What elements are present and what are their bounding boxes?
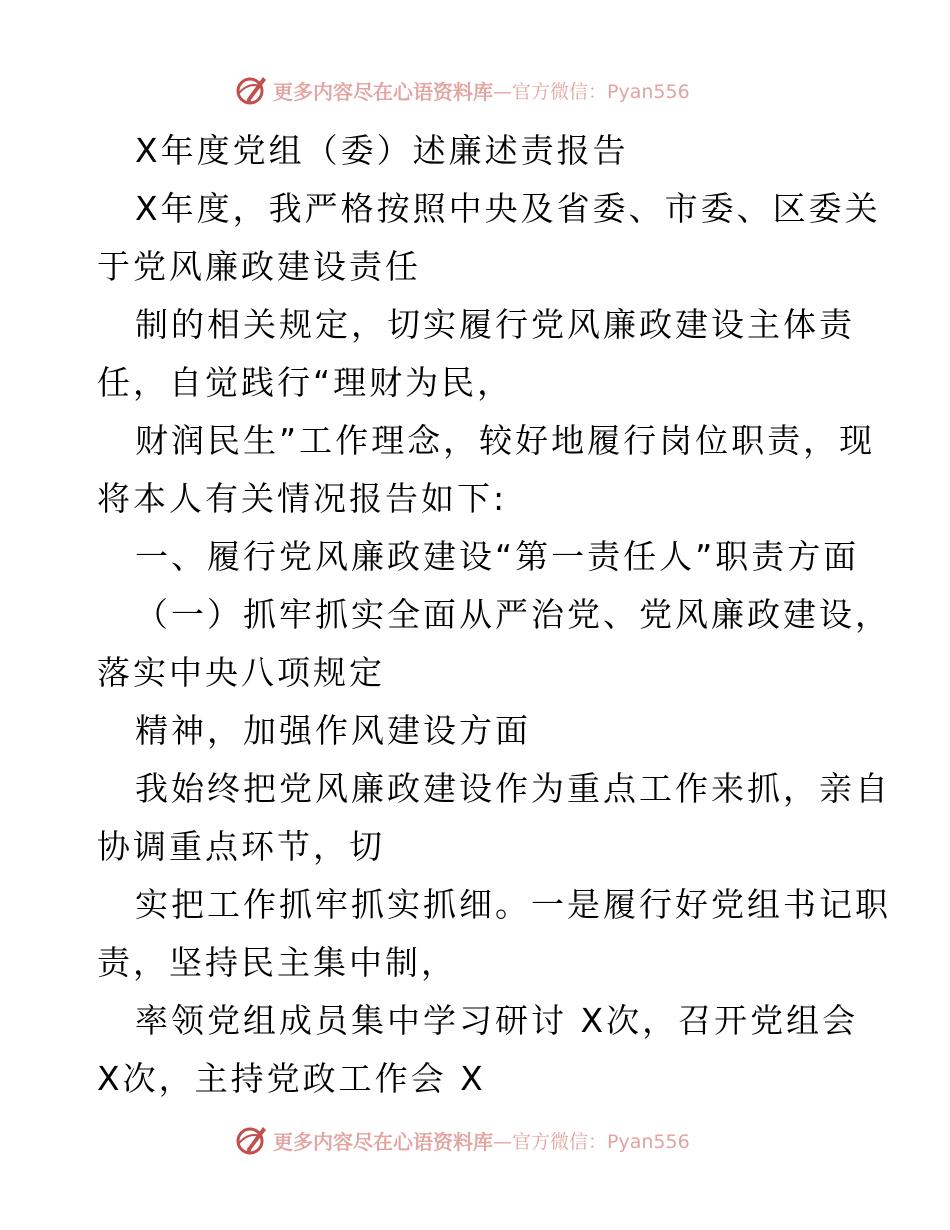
text-line: 财润民生”工作理念，较好地履行岗位职责，现 <box>135 421 876 460</box>
watermark-header <box>235 72 755 108</box>
text-line: 任，自觉践行“理财为民， <box>97 363 514 402</box>
text-line: 实把工作抓牢抓实抓细。一是履行好党组书记职 <box>135 885 891 924</box>
watermark-sub-text: —官方微信：Pyan556 <box>493 80 690 103</box>
watermark-main-text: 更多内容尽在心语资料库 <box>273 1129 493 1154</box>
text-line: （一）抓牢抓实全面从严治党、党风廉政建设， <box>135 595 891 634</box>
text-line: 我始终把党风廉政建设作为重点工作来抓，亲自 <box>135 769 891 808</box>
text-line: X年度，我严格按照中央及省委、市委、区委关 <box>135 189 881 228</box>
text-line: 落实中央八项规定 <box>97 653 385 692</box>
text-line: X次，主持党政工作会 X <box>97 1059 486 1098</box>
text-line: 于党风廉政建设责任 <box>97 247 421 286</box>
text-line: 精神，加强作风建设方面 <box>135 711 531 750</box>
text-line: 率领党组成员集中学习研讨 X次，召开党组会 <box>135 1001 859 1040</box>
pen-globe-logo-icon <box>235 73 269 107</box>
text-line: 一、履行党风廉政建设“第一责任人”职责方面 <box>135 537 860 576</box>
watermark-footer <box>235 1122 755 1158</box>
watermark-main-text: 更多内容尽在心语资料库 <box>273 79 493 104</box>
text-line: 将本人有关情况报告如下: <box>97 479 508 518</box>
text-line: 责，坚持民主集中制， <box>97 943 457 982</box>
text-line: 制的相关规定，切实履行党风廉政建设主体责 <box>135 305 855 344</box>
document-body <box>97 122 891 1108</box>
pen-globe-logo-icon <box>235 1123 269 1157</box>
text-line: X年度党组（委）述廉述责报告 <box>135 131 629 170</box>
text-line: 协调重点环节，切 <box>97 827 385 866</box>
watermark-sub-text: —官方微信：Pyan556 <box>493 1130 690 1153</box>
